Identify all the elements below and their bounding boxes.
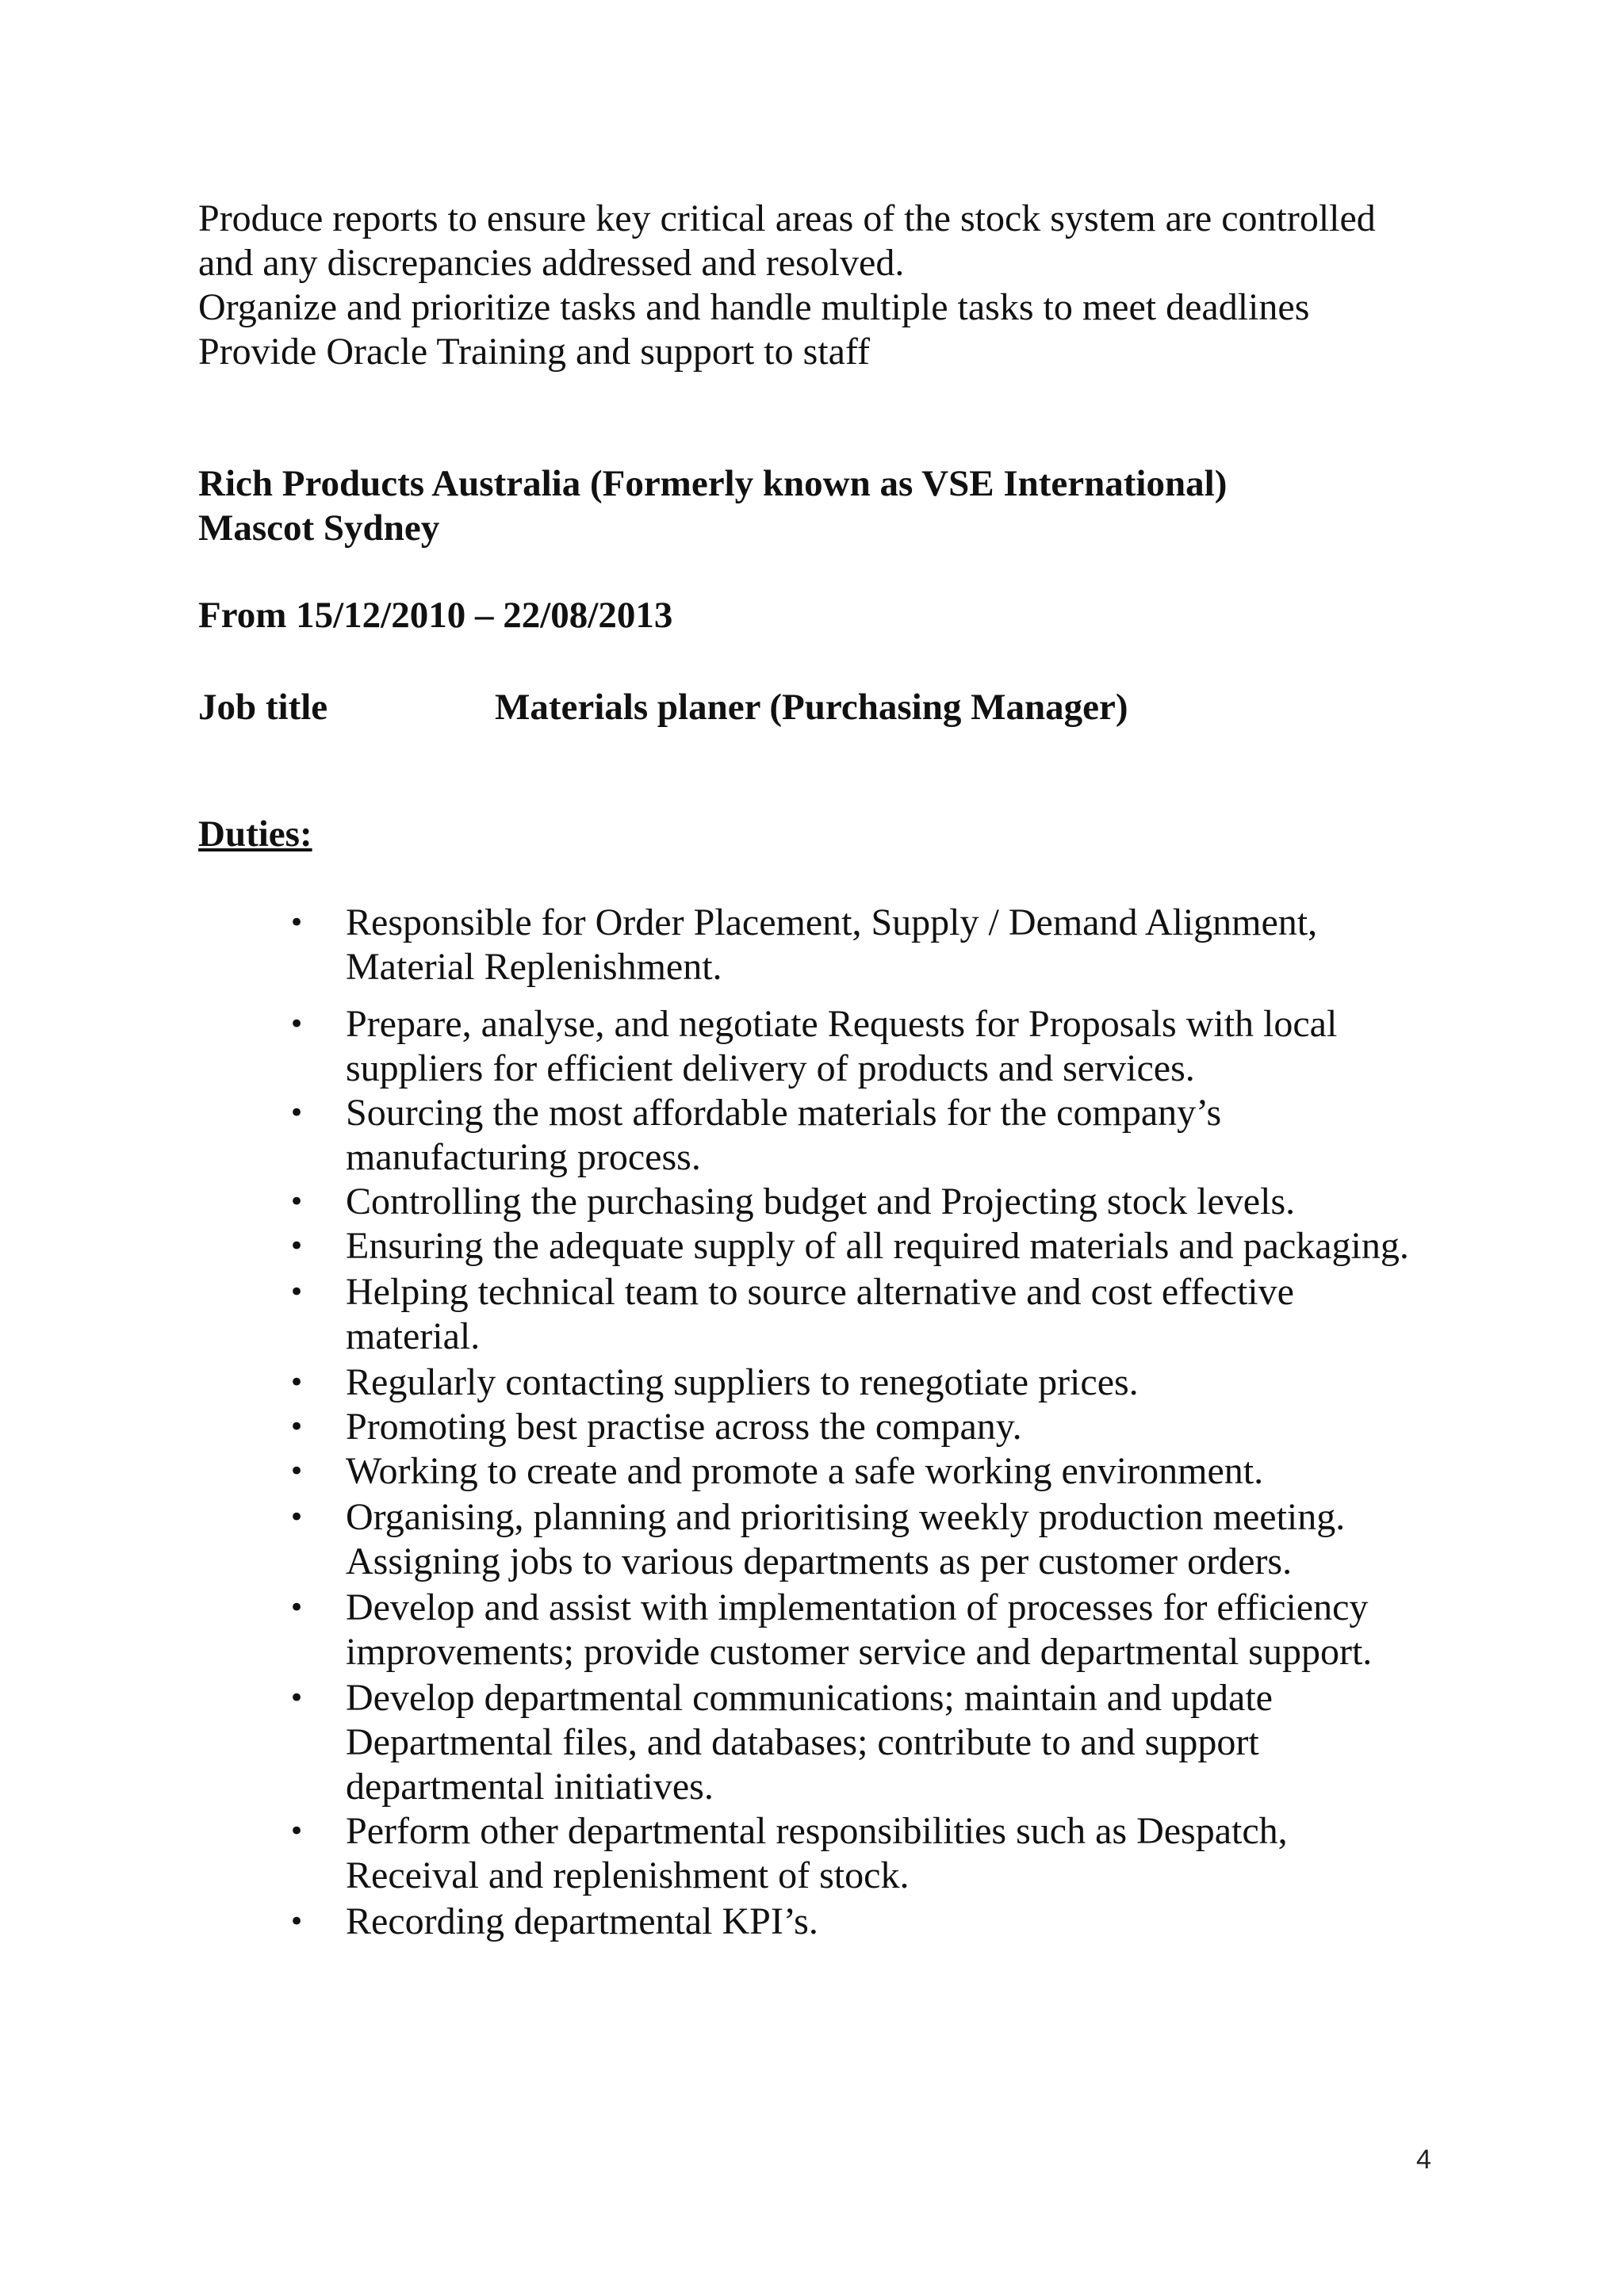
duty-item — [289, 1900, 1526, 1944]
duty-text — [346, 1676, 1526, 1809]
duty-item — [289, 1449, 1526, 1494]
duty-text — [346, 1270, 1526, 1359]
duty-line: Material Replenishment. — [346, 946, 722, 988]
duty-item — [289, 1676, 1526, 1809]
bullet-icon: • — [289, 1906, 305, 1938]
employer-name: Rich Products Australia (Formerly known as VSE International) — [198, 463, 1228, 504]
bullet-icon: • — [289, 1008, 305, 1040]
duty-line: Assigning jobs to various departments as per customer orders. — [346, 1540, 1293, 1582]
bullet-icon: • — [289, 1367, 305, 1399]
duty-text — [346, 901, 1526, 989]
intro-line: Produce reports to ensure key critical areas of the stock system are controlled — [198, 197, 1376, 239]
duty-item — [289, 1405, 1526, 1449]
duty-line: Working to create and promote a safe working environment. — [346, 1450, 1264, 1492]
duty-line: Receival and replenishment of stock. — [346, 1854, 910, 1896]
intro-line: and any discrepancies addressed and resolved. — [198, 242, 905, 284]
bullet-icon: • — [289, 1682, 305, 1714]
job-title-value: Materials planer (Purchasing Manager) — [495, 687, 1128, 728]
duty-line: Perform other departmental responsibilities such as Despatch, — [346, 1810, 1288, 1852]
page-number: 4 — [1416, 2145, 1431, 2175]
duty-line: improvements; provide customer service and departmental support. — [346, 1631, 1373, 1673]
duty-line: Develop departmental communications; maintain and update — [346, 1677, 1273, 1719]
bullet-icon: • — [289, 1816, 305, 1847]
duty-text — [346, 1002, 1526, 1091]
bullet-icon: • — [289, 1592, 305, 1624]
bullet-icon: • — [289, 907, 305, 939]
duty-line: Departmental files, and databases; contribute to and support — [346, 1721, 1259, 1763]
duty-line: Promoting best practise across the company. — [346, 1406, 1022, 1448]
bullet-icon: • — [289, 1411, 305, 1443]
duty-line: suppliers for efficient delivery of products and services. — [346, 1047, 1195, 1089]
duty-text — [346, 1360, 1526, 1405]
duty-line: material. — [346, 1315, 481, 1357]
duty-line: Develop and assist with implementation of processes for efficiency — [346, 1586, 1369, 1628]
bullet-icon: • — [289, 1456, 305, 1487]
duty-line: Regularly contacting suppliers to renegotiate prices. — [346, 1361, 1139, 1403]
duty-text — [346, 1405, 1526, 1449]
duty-text — [346, 1449, 1526, 1494]
duty-text — [346, 1495, 1526, 1584]
duty-text — [346, 1900, 1526, 1944]
duty-line: Recording departmental KPI’s. — [346, 1900, 818, 1942]
duties-heading: Duties: — [198, 813, 312, 855]
duty-line: Organising, planning and prioritising weekly production meeting. — [346, 1496, 1346, 1538]
duty-item — [289, 1360, 1526, 1405]
duty-item — [289, 1586, 1526, 1674]
bullet-icon: • — [289, 1502, 305, 1533]
duty-item — [289, 1270, 1526, 1359]
bullet-icon: • — [289, 1186, 305, 1218]
duty-line: Responsible for Order Placement, Supply / Demand Alignment, — [346, 901, 1318, 943]
job-title-label: Job title — [198, 687, 328, 728]
employment-dates: From 15/12/2010 – 22/08/2013 — [198, 595, 673, 636]
duty-item — [289, 901, 1526, 989]
duty-line: manufacturing process. — [346, 1136, 701, 1178]
duty-line: departmental initiatives. — [346, 1766, 714, 1808]
duty-line: Ensuring the adequate supply of all required materials and packaging. — [346, 1225, 1409, 1267]
duty-item — [289, 1495, 1526, 1584]
intro-line: Organize and prioritize tasks and handle multiple tasks to meet deadlines — [198, 286, 1310, 328]
duty-item — [289, 1224, 1526, 1269]
duty-item — [289, 1091, 1526, 1180]
employer-location: Mascot Sydney — [198, 507, 440, 549]
duty-text — [346, 1224, 1526, 1269]
duty-item — [289, 1809, 1526, 1898]
bullet-icon: • — [289, 1097, 305, 1129]
bullet-icon: • — [289, 1230, 305, 1262]
duty-line: Controlling the purchasing budget and Projecting stock levels. — [346, 1181, 1296, 1223]
duty-line: Sourcing the most affordable materials for the company’s — [346, 1092, 1222, 1134]
duty-text — [346, 1091, 1526, 1180]
intro-line: Provide Oracle Training and support to staff — [198, 331, 871, 373]
duty-line: Prepare, analyse, and negotiate Requests for Proposals with local — [346, 1003, 1338, 1045]
duty-item — [289, 1180, 1526, 1224]
duty-text — [346, 1809, 1526, 1898]
duty-text — [346, 1180, 1526, 1224]
duty-line: Helping technical team to source alternative and cost effective — [346, 1271, 1294, 1313]
duty-text — [346, 1586, 1526, 1674]
duty-item — [289, 1002, 1526, 1091]
bullet-icon: • — [289, 1276, 305, 1308]
